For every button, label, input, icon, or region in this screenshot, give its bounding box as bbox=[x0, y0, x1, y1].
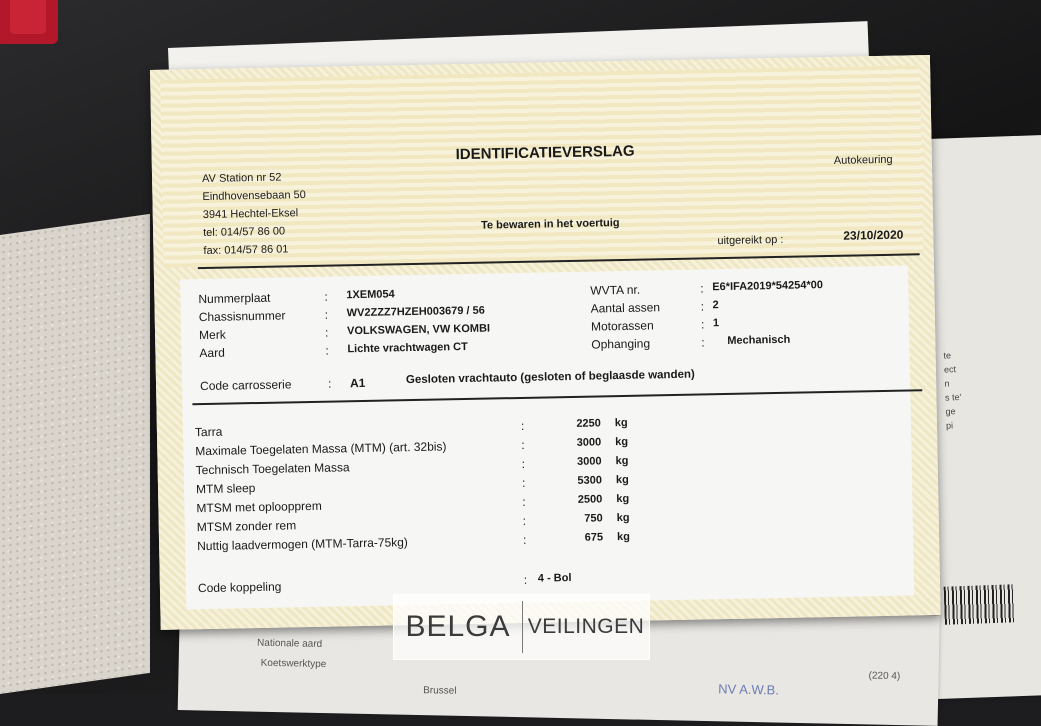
mass-separator: : bbox=[520, 418, 525, 433]
station-line: fax: 014/57 86 01 bbox=[203, 243, 289, 258]
mass-unit: kg bbox=[616, 530, 631, 544]
mass-unit: kg bbox=[616, 511, 630, 525]
bottom-sheet-label: (220 4) bbox=[868, 670, 901, 683]
field-separator: : bbox=[700, 299, 705, 314]
right-sheet-text: ect bbox=[943, 364, 957, 375]
field-value: WV2ZZZ7HZEH003679 / 56 bbox=[346, 304, 485, 320]
mass-separator: : bbox=[521, 437, 525, 452]
mass-label: Tarra bbox=[194, 424, 223, 440]
category-label: Autokeuring bbox=[833, 153, 893, 167]
belga-watermark bbox=[393, 594, 650, 660]
field-separator: : bbox=[324, 325, 329, 340]
mass-unit: kg bbox=[615, 435, 629, 449]
body-code-label: Code carrosserie bbox=[199, 377, 292, 394]
mass-label: Nuttig laadvermogen (MTM-Tarra-75kg) bbox=[197, 535, 408, 554]
coupling-label: Code koppeling bbox=[197, 579, 282, 596]
station-line: AV Station nr 52 bbox=[201, 171, 282, 186]
field-value: Mechanisch bbox=[727, 333, 791, 347]
station-line: tel: 014/57 86 00 bbox=[203, 225, 286, 240]
right-sheet-text: ge bbox=[945, 406, 956, 417]
mass-unit: kg bbox=[616, 492, 630, 506]
field-label: Motorassen bbox=[590, 318, 654, 334]
right-sheet-text: n bbox=[944, 378, 950, 389]
mass-unit: kg bbox=[614, 416, 628, 430]
field-label: Aantal assen bbox=[590, 300, 661, 316]
body-area bbox=[180, 265, 914, 609]
mass-separator: : bbox=[522, 494, 526, 509]
field-separator: : bbox=[324, 307, 329, 322]
mass-value: 2250 bbox=[576, 417, 601, 430]
document-title: IDENTIFICATIEVERSLAG bbox=[455, 142, 635, 164]
issued-label: uitgereikt op : bbox=[717, 233, 784, 248]
field-separator: : bbox=[325, 343, 329, 358]
mass-value: 675 bbox=[584, 531, 604, 544]
mass-label: MTM sleep bbox=[195, 481, 256, 497]
bottom-sheet-label: Koetswerktype bbox=[260, 657, 327, 671]
mass-separator: : bbox=[521, 456, 526, 471]
mass-unit: kg bbox=[615, 454, 629, 468]
issued-date: 23/10/2020 bbox=[843, 227, 904, 243]
red-object bbox=[0, 0, 58, 44]
mass-separator: : bbox=[521, 475, 526, 490]
field-label: Chassisnummer bbox=[198, 308, 286, 325]
keep-note: Te bewaren in het voertuig bbox=[480, 217, 620, 232]
watermark-left: BELGA bbox=[405, 610, 511, 643]
bottom-sheet-stamp: NV A.W.B. bbox=[718, 681, 780, 698]
bottom-sheet-label: Brussel bbox=[423, 685, 457, 697]
field-label: Nummerplaat bbox=[198, 290, 271, 307]
speckled-folder bbox=[0, 214, 150, 694]
field-value: E6*IFA2019*54254*00 bbox=[712, 279, 824, 294]
mass-label: Technisch Toegelaten Massa bbox=[195, 460, 350, 478]
field-value: VOLKSWAGEN, VW KOMBI bbox=[346, 322, 491, 338]
field-label: WVTA nr. bbox=[590, 282, 641, 298]
field-separator: : bbox=[700, 281, 704, 296]
coupling-value: 4 - Bol bbox=[537, 572, 572, 585]
field-separator: : bbox=[324, 289, 328, 304]
station-line: Eindhovensebaan 50 bbox=[202, 189, 306, 204]
field-value: 2 bbox=[712, 299, 719, 312]
mass-value: 3000 bbox=[576, 436, 602, 449]
body-code-description: Gesloten vrachtauto (gesloten of beglaasde wanden) bbox=[405, 368, 695, 387]
right-sheet-text: s te' bbox=[944, 392, 962, 403]
barcode bbox=[944, 584, 1015, 624]
mass-separator: : bbox=[522, 513, 527, 528]
mass-label: Maximale Toegelaten Massa (MTM) (art. 32bis) bbox=[195, 439, 447, 459]
field-separator: : bbox=[701, 335, 705, 350]
right-sheet-text: te bbox=[943, 350, 952, 361]
field-label: Aard bbox=[199, 345, 225, 361]
right-sheet-text: pi bbox=[945, 420, 954, 431]
field-separator: : bbox=[700, 317, 705, 332]
mass-label: MTSM met oploopprem bbox=[196, 498, 322, 516]
mass-value: 3000 bbox=[577, 455, 602, 468]
mass-value: 5300 bbox=[577, 474, 603, 487]
mass-value: 2500 bbox=[577, 493, 603, 506]
mass-separator: : bbox=[522, 532, 527, 547]
watermark-right: VEILINGEN bbox=[527, 615, 645, 638]
field-value: Lichte vrachtwagen CT bbox=[347, 340, 468, 356]
bottom-sheet-label: Nationale aard bbox=[256, 637, 323, 650]
body-code-separator: : bbox=[327, 376, 332, 391]
mass-unit: kg bbox=[615, 473, 629, 487]
mass-label: MTSM zonder rem bbox=[196, 518, 297, 535]
field-label: Merk bbox=[198, 327, 226, 343]
identification-report bbox=[150, 55, 941, 630]
body-code: A1 bbox=[349, 375, 366, 391]
field-value: 1 bbox=[712, 317, 720, 330]
mass-value: 750 bbox=[584, 512, 603, 525]
coupling-separator: : bbox=[523, 572, 528, 587]
field-value: 1XEM054 bbox=[346, 288, 395, 302]
station-line: 3941 Hechtel-Eksel bbox=[202, 207, 299, 222]
field-label: Ophanging bbox=[591, 336, 651, 352]
